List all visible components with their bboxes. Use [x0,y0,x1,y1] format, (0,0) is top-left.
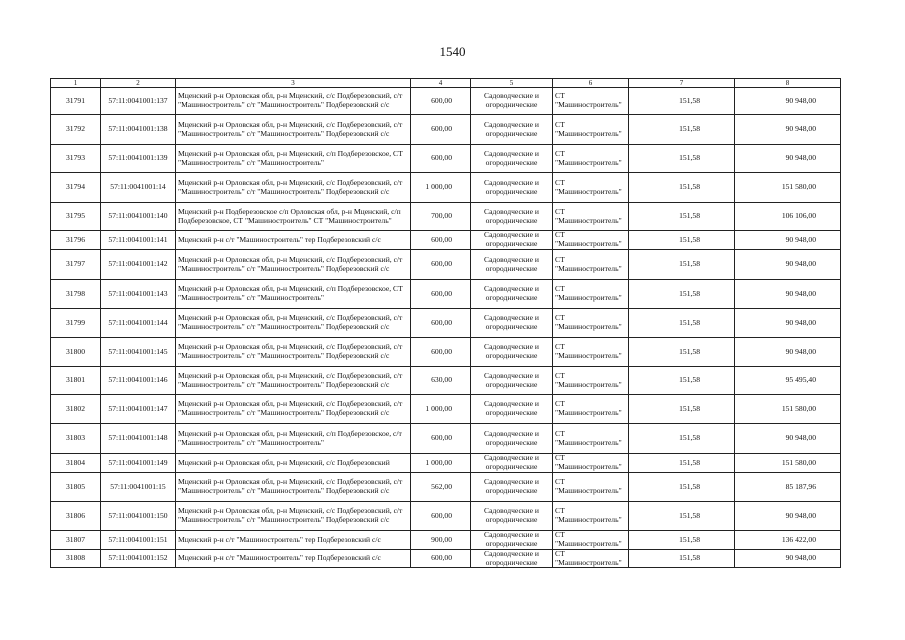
land-use-cell: Садоводческие и огороднические [471,280,553,309]
area-cell: 600,00 [411,424,471,454]
cadastral-number-cell: 57:11:0041001:142 [101,250,176,280]
cadastral-value-cell: 151 580,00 [735,173,841,203]
area-cell: 562,00 [411,473,471,502]
row-number-cell: 31802 [51,395,101,424]
cadastral-number-cell: 57:11:0041001:145 [101,338,176,367]
row-number-cell: 31807 [51,531,101,550]
area-cell: 600,00 [411,338,471,367]
address-cell: Мценский р-н Орловская обл, р-н Мценский, с/с Подберезовский, с/т "Машиностроитель" с/т "Машиностроитель" Подберезовский с/с [176,367,411,395]
land-use-cell: Садоводческие и огороднические [471,454,553,473]
cadastral-number-cell: 57:11:0041001:152 [101,550,176,568]
cadastral-value-cell: 151 580,00 [735,454,841,473]
address-cell: Мценский р-н с/т "Машиностроитель" тер Подберезовский с/с [176,231,411,250]
cadastral-number-cell: 57:11:0041001:139 [101,145,176,173]
cadastral-number-cell: 57:11:0041001:148 [101,424,176,454]
row-number-cell: 31806 [51,502,101,531]
area-cell: 1 000,00 [411,173,471,203]
row-number-cell: 31796 [51,231,101,250]
page-number: 1540 [439,44,466,59]
rate-cell: 151,58 [629,250,735,280]
cadastral-number-cell: 57:11:0041001:150 [101,502,176,531]
area-cell: 600,00 [411,88,471,115]
area-cell: 630,00 [411,367,471,395]
cadastral-value-cell: 136 422,00 [735,531,841,550]
area-cell: 600,00 [411,115,471,145]
land-use-cell: Садоводческие и огороднические [471,250,553,280]
land-use-cell: Садоводческие и огороднические [471,531,553,550]
row-number-cell: 31804 [51,454,101,473]
table-row [51,88,841,115]
rate-cell: 151,58 [629,145,735,173]
table-row [51,550,841,568]
row-number-cell: 31803 [51,424,101,454]
cadastral-number-cell: 57:11:0041001:15 [101,473,176,502]
rate-cell: 151,58 [629,550,735,568]
organization-cell: СТ "Машиностроитель" [553,367,629,395]
row-number-cell: 31799 [51,309,101,338]
table-row [51,454,841,473]
cadastral-value-cell: 90 948,00 [735,231,841,250]
table-row [51,531,841,550]
organization-cell: СТ "Машиностроитель" [553,250,629,280]
land-use-cell: Садоводческие и огороднические [471,231,553,250]
cadastral-value-cell: 90 948,00 [735,88,841,115]
column-header: 8 [735,79,841,88]
cadastral-value-cell: 90 948,00 [735,250,841,280]
rate-cell: 151,58 [629,473,735,502]
land-use-cell: Садоводческие и огороднические [471,502,553,531]
cadastral-value-cell: 90 948,00 [735,424,841,454]
land-use-cell: Садоводческие и огороднические [471,473,553,502]
table-row [51,367,841,395]
cadastral-number-cell: 57:11:0041001:144 [101,309,176,338]
row-number-cell: 31797 [51,250,101,280]
cadastral-value-cell: 85 187,96 [735,473,841,502]
cadastral-value-cell: 90 948,00 [735,550,841,568]
land-use-cell: Садоводческие и огороднические [471,203,553,231]
address-cell: Мценский р-н Орловская обл, р-н Мценский, с/с Подберезовский [176,454,411,473]
rate-cell: 151,58 [629,88,735,115]
address-cell: Мценский р-н Орловская обл, р-н Мценский, с/с Подберезовский, с/т "Машиностроитель" с/т "Машиностроитель" Подберезовский с/с [176,88,411,115]
organization-cell: СТ "Машиностроитель" [553,531,629,550]
organization-cell: СТ "Машиностроитель" [553,173,629,203]
land-use-cell: Садоводческие и огороднические [471,424,553,454]
address-cell: Мценский р-н Орловская обл, р-н Мценский, с/с Подберезовский, с/т "Машиностроитель" с/т "Машиностроитель" Подберезовский с/с [176,395,411,424]
rate-cell: 151,58 [629,424,735,454]
cadastral-number-cell: 57:11:0041001:147 [101,395,176,424]
address-cell: Мценский р-н с/т "Машиностроитель" тер Подберезовский с/с [176,550,411,568]
organization-cell: СТ "Машиностроитель" [553,395,629,424]
cadastral-number-cell: 57:11:0041001:149 [101,454,176,473]
cadastral-value-cell: 90 948,00 [735,338,841,367]
column-header: 2 [101,79,176,88]
row-number-cell: 31792 [51,115,101,145]
address-cell: Мценский р-н с/т "Машиностроитель" тер Подберезовский с/с [176,531,411,550]
address-cell: Мценский р-н Орловская обл, р-н Мценский, с/п Подберезовское, СТ "Машиностроитель" с/т "Машиностроитель" [176,145,411,173]
column-header: 4 [411,79,471,88]
organization-cell: СТ "Машиностроитель" [553,309,629,338]
area-cell: 600,00 [411,280,471,309]
rate-cell: 151,58 [629,203,735,231]
rate-cell: 151,58 [629,367,735,395]
rate-cell: 151,58 [629,531,735,550]
organization-cell: СТ "Машиностроитель" [553,424,629,454]
rate-cell: 151,58 [629,231,735,250]
row-number-cell: 31801 [51,367,101,395]
cadastral-number-cell: 57:11:0041001:146 [101,367,176,395]
organization-cell: СТ "Машиностроитель" [553,280,629,309]
area-cell: 600,00 [411,231,471,250]
area-cell: 600,00 [411,250,471,280]
land-use-cell: Садоводческие и огороднические [471,145,553,173]
row-number-cell: 31791 [51,88,101,115]
table-row [51,203,841,231]
land-use-cell: Садоводческие и огороднические [471,550,553,568]
table-row [51,395,841,424]
address-cell: Мценский р-н Орловская обл, р-н Мценский, с/с Подберезовский, с/т "Машиностроитель" с/т "Машиностроитель" Подберезовский с/с [176,115,411,145]
cadastral-value-cell: 90 948,00 [735,309,841,338]
table-row [51,231,841,250]
land-use-cell: Садоводческие и огороднические [471,395,553,424]
area-cell: 1 000,00 [411,395,471,424]
rate-cell: 151,58 [629,502,735,531]
cadastral-number-cell: 57:11:0041001:143 [101,280,176,309]
row-number-cell: 31808 [51,550,101,568]
table-row [51,502,841,531]
cadastral-value-cell: 151 580,00 [735,395,841,424]
cadastral-value-cell: 90 948,00 [735,280,841,309]
table-row [51,115,841,145]
cadastral-number-cell: 57:11:0041001:137 [101,88,176,115]
table-header-row [51,79,841,88]
cadastral-number-cell: 57:11:0041001:141 [101,231,176,250]
table-row [51,145,841,173]
cadastral-value-cell: 95 495,40 [735,367,841,395]
organization-cell: СТ "Машиностроитель" [553,115,629,145]
rate-cell: 151,58 [629,395,735,424]
area-cell: 700,00 [411,203,471,231]
table-row [51,424,841,454]
table-row [51,309,841,338]
cadastral-number-cell: 57:11:0041001:140 [101,203,176,231]
land-use-cell: Садоводческие и огороднические [471,367,553,395]
column-header: 3 [176,79,411,88]
organization-cell: СТ "Машиностроитель" [553,231,629,250]
cadastral-value-cell: 90 948,00 [735,115,841,145]
area-cell: 900,00 [411,531,471,550]
column-header: 6 [553,79,629,88]
row-number-cell: 31795 [51,203,101,231]
land-use-cell: Садоводческие и огороднические [471,115,553,145]
rate-cell: 151,58 [629,309,735,338]
address-cell: Мценский р-н Орловская обл, р-н Мценский, с/с Подберезовский, с/т "Машиностроитель" с/т "Машиностроитель" Подберезовский с/с [176,473,411,502]
rate-cell: 151,58 [629,338,735,367]
organization-cell: СТ "Машиностроитель" [553,454,629,473]
address-cell: Мценский р-н Орловская обл, р-н Мценский, с/п Подберезовское, с/т "Машиностроитель" с/т "Машиностроитель" [176,424,411,454]
land-use-cell: Садоводческие и огороднические [471,309,553,338]
column-header: 7 [629,79,735,88]
organization-cell: СТ "Машиностроитель" [553,473,629,502]
cadastral-number-cell: 57:11:0041001:138 [101,115,176,145]
area-cell: 600,00 [411,309,471,338]
land-use-cell: Садоводческие и огороднические [471,338,553,367]
table-row [51,173,841,203]
row-number-cell: 31798 [51,280,101,309]
rate-cell: 151,58 [629,115,735,145]
rate-cell: 151,58 [629,173,735,203]
row-number-cell: 31800 [51,338,101,367]
organization-cell: СТ "Машиностроитель" [553,338,629,367]
table-row [51,338,841,367]
organization-cell: СТ "Машиностроитель" [553,203,629,231]
address-cell: Мценский р-н Орловская обл, р-н Мценский, с/с Подберезовский, с/т "Машиностроитель" с/т "Машиностроитель" Подберезовский с/с [176,338,411,367]
row-number-cell: 31793 [51,145,101,173]
organization-cell: СТ "Машиностроитель" [553,145,629,173]
table-row [51,473,841,502]
address-cell: Мценский р-н Орловская обл, р-н Мценский, с/п Подберезовское, СТ "Машиностроитель" с/т "Машиностроитель" [176,280,411,309]
area-cell: 600,00 [411,145,471,173]
area-cell: 1 000,00 [411,454,471,473]
rate-cell: 151,58 [629,454,735,473]
address-cell: Мценский р-н Орловская обл, р-н Мценский, с/с Подберезовский, с/т "Машиностроитель" с/т "Машиностроитель" Подберезовский с/с [176,173,411,203]
table-row [51,280,841,309]
cadastral-value-cell: 106 106,00 [735,203,841,231]
address-cell: Мценский р-н Орловская обл, р-н Мценский, с/с Подберезовский, с/т "Машиностроитель" с/т "Машиностроитель" Подберезовский с/с [176,250,411,280]
organization-cell: СТ "Машиностроитель" [553,502,629,531]
cadastral-value-cell: 90 948,00 [735,502,841,531]
cadastral-number-cell: 57:11:0041001:151 [101,531,176,550]
row-number-cell: 31794 [51,173,101,203]
land-use-cell: Садоводческие и огороднические [471,88,553,115]
land-registry-table [50,78,841,568]
column-header: 1 [51,79,101,88]
cadastral-value-cell: 90 948,00 [735,145,841,173]
address-cell: Мценский р-н Подберезовское с/п Орловская обл, р-н Мценский, с/п Подберезовское, СТ "Машиностроитель" СТ "Машиностроитель" [176,203,411,231]
area-cell: 600,00 [411,550,471,568]
organization-cell: СТ "Машиностроитель" [553,550,629,568]
area-cell: 600,00 [411,502,471,531]
column-header: 5 [471,79,553,88]
table-row [51,250,841,280]
rate-cell: 151,58 [629,280,735,309]
address-cell: Мценский р-н Орловская обл, р-н Мценский, с/с Подберезовский, с/т "Машиностроитель" с/т "Машиностроитель" Подберезовский с/с [176,502,411,531]
address-cell: Мценский р-н Орловская обл, р-н Мценский, с/с Подберезовский, с/т "Машиностроитель" с/т "Машиностроитель" Подберезовский с/с [176,309,411,338]
cadastral-number-cell: 57:11:0041001:14 [101,173,176,203]
organization-cell: СТ "Машиностроитель" [553,88,629,115]
row-number-cell: 31805 [51,473,101,502]
land-use-cell: Садоводческие и огороднические [471,173,553,203]
